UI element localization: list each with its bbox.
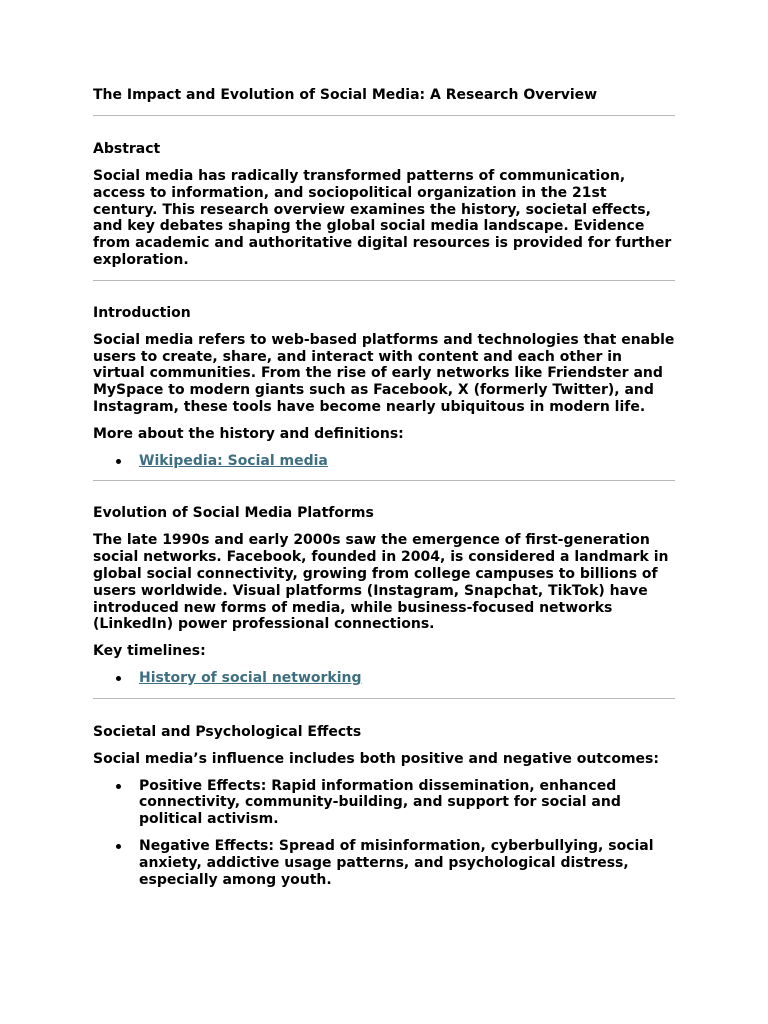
evolution-heading: Evolution of Social Media Platforms (93, 505, 374, 522)
introduction-links-intro: More about the history and definitions: (93, 425, 404, 442)
evolution-body: The late 1990s and early 2000s saw the emergence of first-generation social networks. Facebook, founded in 2004, is considered a landmark in global social connectivity, growing from college campuses to billions of users worldwide. Visual platforms (Instagram, Snapchat, TikTok) have introduced new forms of media, while business-focused networks (LinkedIn) power professional connections. (93, 532, 669, 633)
list-item-positive-effects: Positive Effects: Rapid information dissemination, enhanced connectivity, community-building, and support for social and political activism. (93, 778, 675, 828)
effects-list (93, 778, 675, 889)
introduction-link-list (93, 453, 675, 470)
effects-heading: Societal and Psychological Effects (93, 723, 362, 740)
abstract-heading: Abstract (93, 141, 161, 157)
list-item (93, 453, 675, 470)
evolution-links-intro: Key timelines: (93, 643, 206, 660)
abstract-body: Social media has radically transformed patterns of communication, access to information, and sociopolitical organization in the 21st century. This research overview examines the history, societal effects, and key debates shaping the global social media landscape. Evidence from academic and authoritative digital resources is provided for further exploration. (93, 168, 672, 268)
page-title: The Impact and Evolution of Social Media: A Research Overview (93, 87, 598, 103)
wikipedia-social-media-link[interactable]: Wikipedia: Social media (139, 452, 328, 469)
introduction-body: Social media refers to web-based platforms and technologies that enable users to create, share, and interact with content and each other in virtual communities. From the rise of early networks like Friendster and MySpace to modern giants such as Facebook, X (formerly Twitter), and Instagram, these tools have become nearly ubiquitous in modern life. (93, 331, 675, 415)
introduction-heading: Introduction (93, 304, 191, 321)
list-item-negative-effects: Negative Effects: Spread of misinformation, cyberbullying, social anxiety, addictive usage patterns, and psychological distress, especially among youth. (93, 838, 675, 888)
evolution-link-list (93, 670, 675, 687)
list-item (93, 670, 675, 687)
effects-intro: Social media’s influence includes both positive and negative outcomes: (93, 750, 659, 767)
history-of-social-networking-link[interactable]: History of social networking (139, 669, 362, 686)
